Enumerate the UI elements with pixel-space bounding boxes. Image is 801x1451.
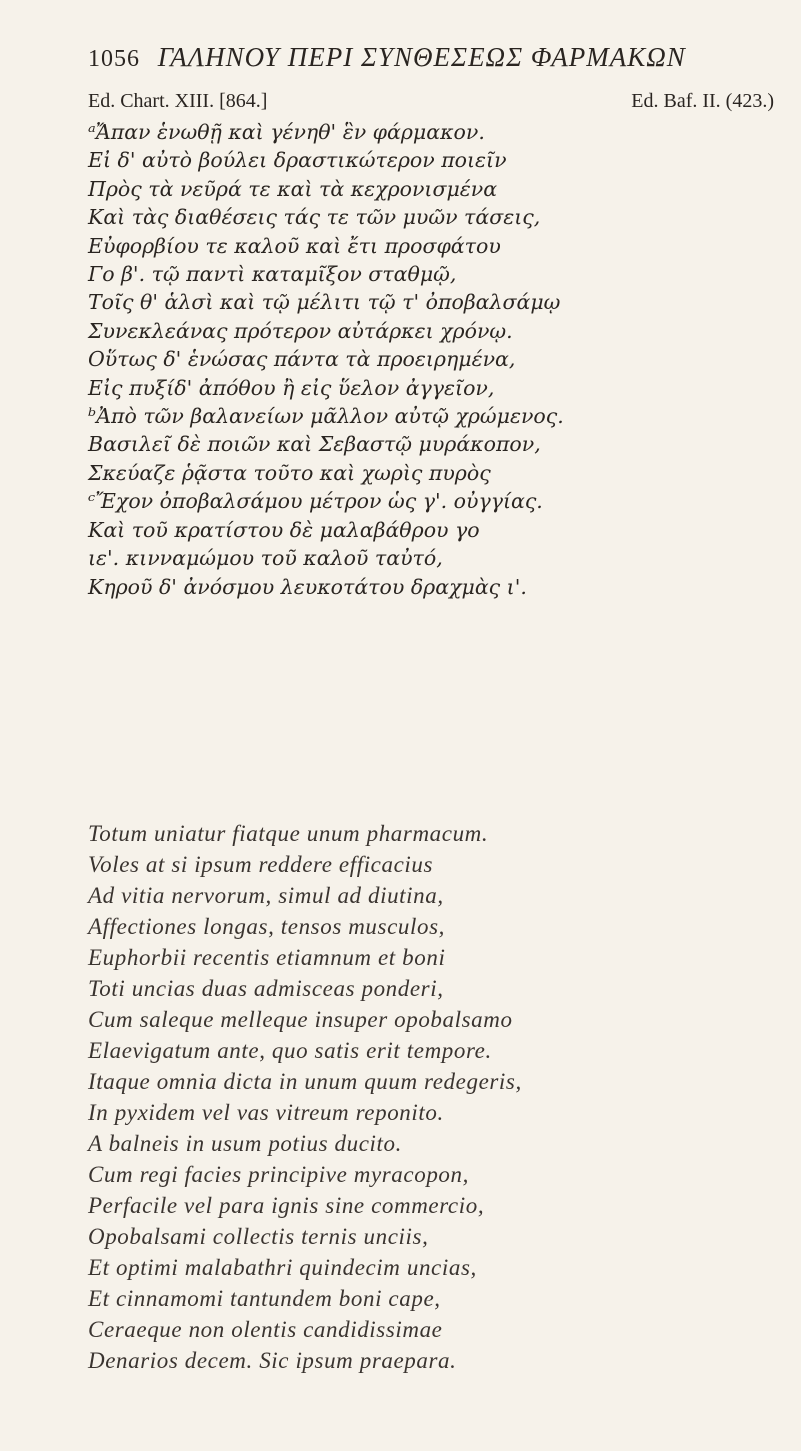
latin-line: Cum saleque melleque insuper opobalsamo: [88, 1007, 513, 1032]
greek-line: Κηροῦ δ' ἀνόσμου λευκοτάτου δραχμὰς ι'.: [88, 574, 527, 599]
greek-line: Εὐφορβίου τε καλοῦ καὶ ἔτι προσφάτου: [88, 233, 501, 258]
greek-line: Βασιλεῖ δὲ ποιῶν καὶ Σεβαστῷ μυράκοπον,: [88, 432, 541, 457]
latin-line: Affectiones longas, tensos musculos,: [88, 914, 445, 939]
latin-line: Elaevigatum ante, quo satis erit tempore.: [88, 1038, 492, 1063]
greek-line: ᶜἜχον ὀποβαλσάμου μέτρον ὡς γ'. οὐγγίας.: [88, 489, 543, 514]
latin-line: Euphorbii recentis etiamnum et boni: [88, 945, 446, 970]
edition-ref-basel: Ed. Baf. II. (423.): [631, 90, 774, 112]
greek-line: ᵃἌπαν ἑνωθῇ καὶ γένηθ' ἓν φάρμακον.: [88, 120, 485, 144]
latin-line: Denarios decem. Sic ipsum praepara.: [88, 1348, 457, 1373]
latin-line: Et cinnamomi tantundem boni cape,: [88, 1286, 441, 1311]
greek-line: Σκεύαζε ῥᾷστα τοῦτο καὶ χωρὶς πυρὸς: [88, 460, 491, 485]
greek-line: Καὶ τοῦ κρατίστου δὲ μαλαβάθρου γο: [88, 517, 480, 542]
greek-line: Καὶ τὰς διαθέσεις τάς τε τῶν μυῶν τάσεις,: [88, 205, 541, 230]
greek-line: Τοῖς θ' ἁλσὶ καὶ τῷ μέλιτι τῷ τ' ὀποβαλσάμῳ: [88, 290, 561, 315]
latin-line: Voles at si ipsum reddere efficacius: [88, 852, 434, 877]
latin-line: Ad vitia nervorum, simul ad diutina,: [88, 883, 444, 908]
greek-line: ιε'. κινναμώμου τοῦ καλοῦ ταὐτό,: [88, 546, 443, 571]
latin-translation-block: [88, 818, 522, 1376]
greek-line: Συνεκλεάνας πρότερον αὐτάρκει χρόνῳ.: [88, 318, 513, 343]
greek-line: Εἰ δ' αὐτὸ βούλει δραστικώτερον ποιεῖν: [88, 148, 507, 173]
latin-line: In pyxidem vel vas vitreum reponito.: [88, 1100, 444, 1125]
latin-line: Et optimi malabathri quindecim uncias,: [88, 1255, 477, 1280]
greek-line: Πρὸς τὰ νεῦρά τε καὶ τὰ κεχρονισμένα: [88, 176, 498, 201]
page-number: 1056: [88, 46, 140, 72]
latin-line: Opobalsami collectis ternis unciis,: [88, 1224, 429, 1249]
greek-line: Γο β'. τῷ παντὶ καταμῖξον σταθμῷ,: [88, 262, 457, 287]
latin-line: A balneis in usum potius ducito.: [88, 1131, 402, 1156]
latin-line: Totum uniatur fiatque unum pharmacum.: [88, 821, 489, 846]
greek-line: Εἰς πυξίδ' ἀπόθου ἢ εἰς ὕελον ἀγγεῖον,: [88, 375, 495, 400]
greek-verse-block: [88, 118, 564, 601]
latin-line: Cum regi facies principive myracopon,: [88, 1162, 469, 1187]
latin-line: Itaque omnia dicta in unum quum redegeris,: [88, 1069, 522, 1094]
latin-line: Toti uncias duas admisceas ponderi,: [88, 976, 444, 1001]
greek-line: Οὕτως δ' ἑνώσας πάντα τὰ προειρημένα,: [88, 347, 516, 372]
latin-line: Ceraeque non olentis candidissimae: [88, 1317, 443, 1342]
running-header: [88, 42, 768, 73]
latin-line: Perfacile vel para ignis sine commercio,: [88, 1193, 485, 1218]
greek-line: ᵇἈπὸ τῶν βαλανείων μᾶλλον αὐτῷ χρώμενος.: [88, 404, 564, 429]
running-title: ΓΑΛΗΝΟΥ ΠΕΡΙ ΣΥΝΘΕΣΕΩΣ ΦΑΡΜΑΚΩΝ: [157, 42, 686, 72]
edition-ref-chartier: Ed. Chart. XIII. [864.]: [88, 90, 268, 112]
